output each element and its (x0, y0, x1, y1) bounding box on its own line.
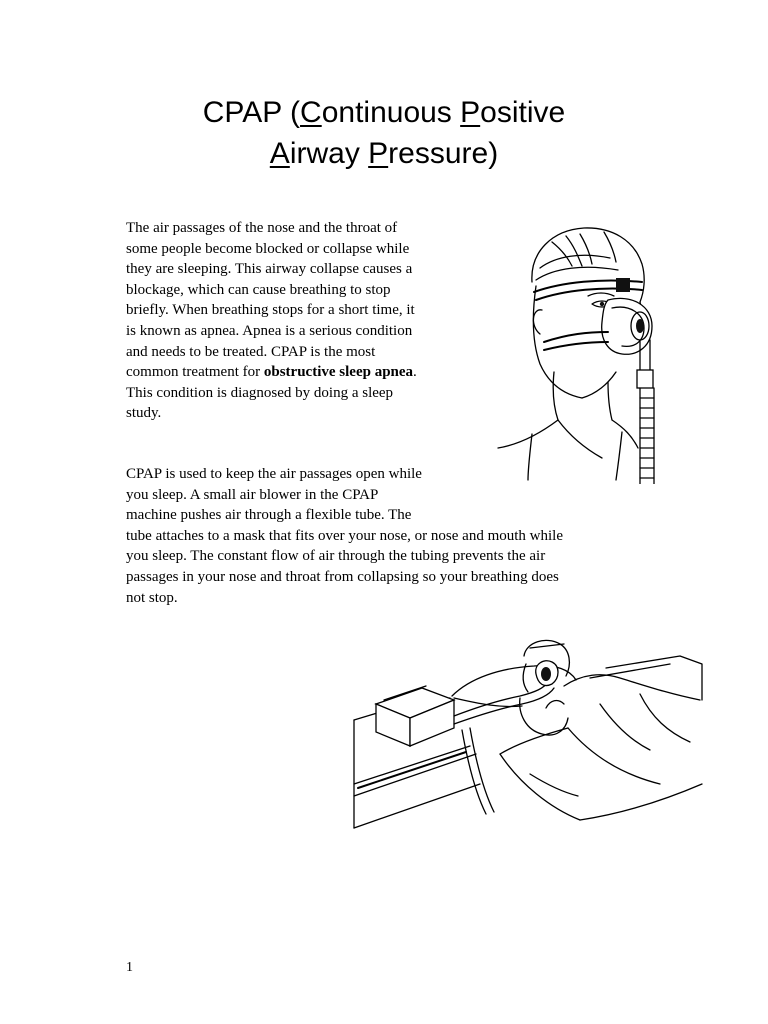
title-underlined-letter: A (269, 137, 290, 170)
text-fragment: common treatment for (126, 364, 264, 381)
title-text: ressure) (388, 137, 499, 170)
text-line (126, 362, 476, 383)
paragraph-cpap-explanation (126, 464, 646, 608)
paragraph-apnea-intro (126, 218, 476, 424)
text-line: CPAP is used to keep the air passages open while (126, 466, 422, 482)
text-line: they are sleeping. This airway collapse causes a (126, 261, 413, 278)
text-line: machine pushes air through a flexible tube. The (126, 507, 412, 524)
text-line: and needs to be treated. CPAP is the most (126, 343, 376, 360)
text-line: is known as apnea. Apnea is a serious condition (126, 322, 413, 339)
text-line: you sleep. The constant flow of air through the tubing prevents the air (126, 548, 546, 565)
page-number: 1 (126, 960, 133, 975)
title-text: irway (289, 137, 369, 170)
title-text: CPAP ( (202, 96, 301, 129)
text-line: blockage, which can cause breathing to stop (126, 281, 391, 298)
title-underlined-letter: P (368, 137, 389, 170)
title-line-1 (0, 92, 768, 133)
text-line: not stop. (126, 589, 178, 606)
title-text: ontinuous (321, 96, 461, 129)
title-underlined-letter: P (460, 96, 481, 129)
text-line: study. (126, 405, 162, 422)
text-line: The air passages of the nose and the throat of (126, 220, 398, 236)
text-line: you sleep. A small air blower in the CPAP (126, 486, 379, 503)
text-line: some people become blocked or collapse while (126, 240, 410, 257)
text-line: tube attaches to a mask that fits over your nose, or nose and mouth while (126, 527, 563, 544)
cpap-mask-illustration (492, 222, 664, 484)
text-fragment: . (413, 364, 417, 381)
title-text: ositive (480, 96, 566, 129)
title-line-2 (0, 133, 768, 174)
title-underlined-letter: C (300, 96, 322, 129)
text-line: briefly. When breathing stops for a short time, it (126, 302, 415, 319)
bold-term: obstructive sleep apnea (263, 364, 414, 381)
text-line: passages in your nose and throat from collapsing so your breathing does (126, 568, 559, 585)
page-title (0, 92, 768, 174)
text-line: This condition is diagnosed by doing a sleep (126, 384, 394, 401)
cpap-sleeping-illustration (350, 634, 706, 830)
